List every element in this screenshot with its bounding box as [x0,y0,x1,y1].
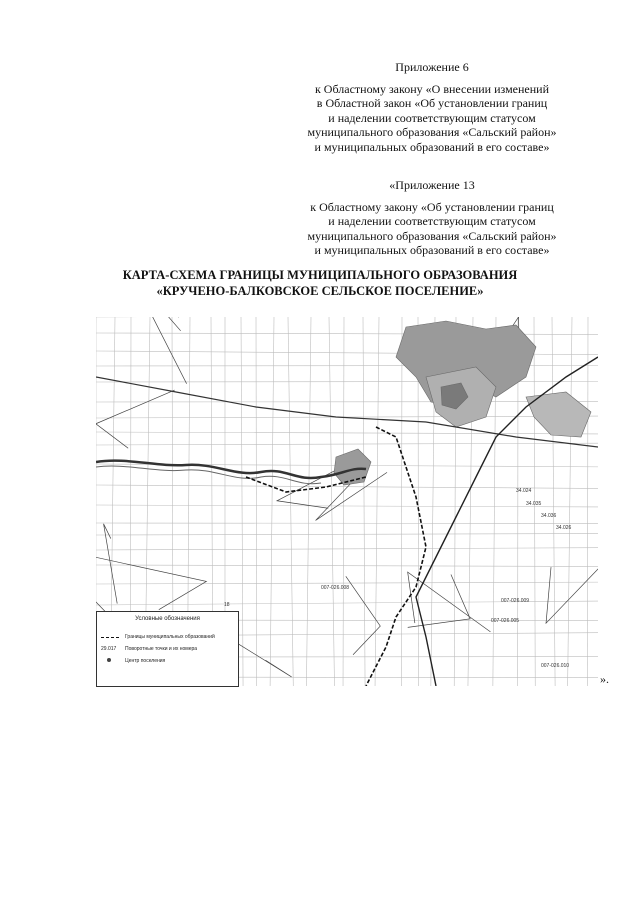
map-legend [96,611,239,687]
map-label: 007-026.005 [491,618,520,624]
secondary-road [96,554,206,609]
field-line [363,317,365,686]
appendix-6-block [292,60,572,154]
appendix-6-line: и муниципальных образований в его составе» [314,139,550,154]
legend-item-center [101,658,165,664]
appendix-13-block [292,178,572,258]
map-label: 34.036 [541,513,557,519]
legend-item-label: Центр поселения [125,658,166,664]
field-line [552,317,555,686]
field-line [96,582,598,584]
field-line [241,317,243,686]
appendix-6-header: Приложение 6 [395,60,469,74]
river-bank [96,466,321,484]
secondary-road [96,390,175,448]
appendix-6-line: в Областной закон «Об установлении границ [316,96,548,110]
map-label: 007-026.009 [501,598,530,604]
map-label: 007-026.008 [321,585,350,591]
legend-title: Условные обозначения [135,616,200,622]
map-title [0,268,640,299]
legend-item-label: Границы муниципальных образований [125,634,215,640]
field-line [288,317,293,686]
map-label: 18 [224,602,230,608]
field-line [270,317,274,686]
field-line [306,317,311,686]
river [96,461,366,478]
legend-item-label: Поворотные точки и их номера [125,646,198,652]
appendix-6-line: муниципального образования «Сальский район» [307,125,557,139]
closing-quote: ». [600,672,609,686]
field-line [96,505,598,507]
map-label: 007-026.010 [541,663,570,669]
field-line [256,317,257,686]
legend-boundary-symbol [101,634,125,640]
map-title-line-2: «КРУЧЕНО-БАЛКОВСКОЕ СЕЛЬСКОЕ ПОСЕЛЕНИЕ» [156,283,484,298]
appendix-13-line: и наделении соответствующим статусом [328,214,536,228]
field-line [96,534,598,535]
appendix-13-line: муниципального образования «Сальский район» [307,228,557,243]
map-label: 34.024 [516,488,532,494]
legend-point-number: 29.017 [101,646,117,652]
field-line [401,317,402,686]
secondary-road [104,524,118,604]
appendix-6-line: к Областному закону «О внесении изменений [314,81,550,96]
field-line [96,432,598,434]
appendix-13-header: «Приложение 13 [389,178,475,192]
field-line [568,317,572,686]
legend-item-boundary [101,634,215,640]
secondary-road [346,576,380,654]
map-label: 34.035 [526,501,542,507]
field-line [96,565,598,566]
map-label: 34.026 [556,525,572,531]
map-title-line-1: КАРТА-СХЕМА ГРАНИЦЫ МУНИЦИПАЛЬНОГО ОБРАЗОВАНИЯ [122,268,518,282]
appendix-13-line: к Областному закону «Об установлении границ [310,199,554,214]
settlement-area-east [526,392,591,437]
appendix-6-line: и наделении соответствующим статусом [328,110,536,125]
field-line [587,317,588,686]
appendix-13-line: и муниципальных образований в его составе» [314,243,550,257]
secondary-road [130,317,186,384]
field-line [96,548,598,550]
legend-center-dot-icon [101,658,125,664]
field-line [96,443,598,445]
legend-item-turning-points [101,646,197,652]
main-road [96,377,598,447]
